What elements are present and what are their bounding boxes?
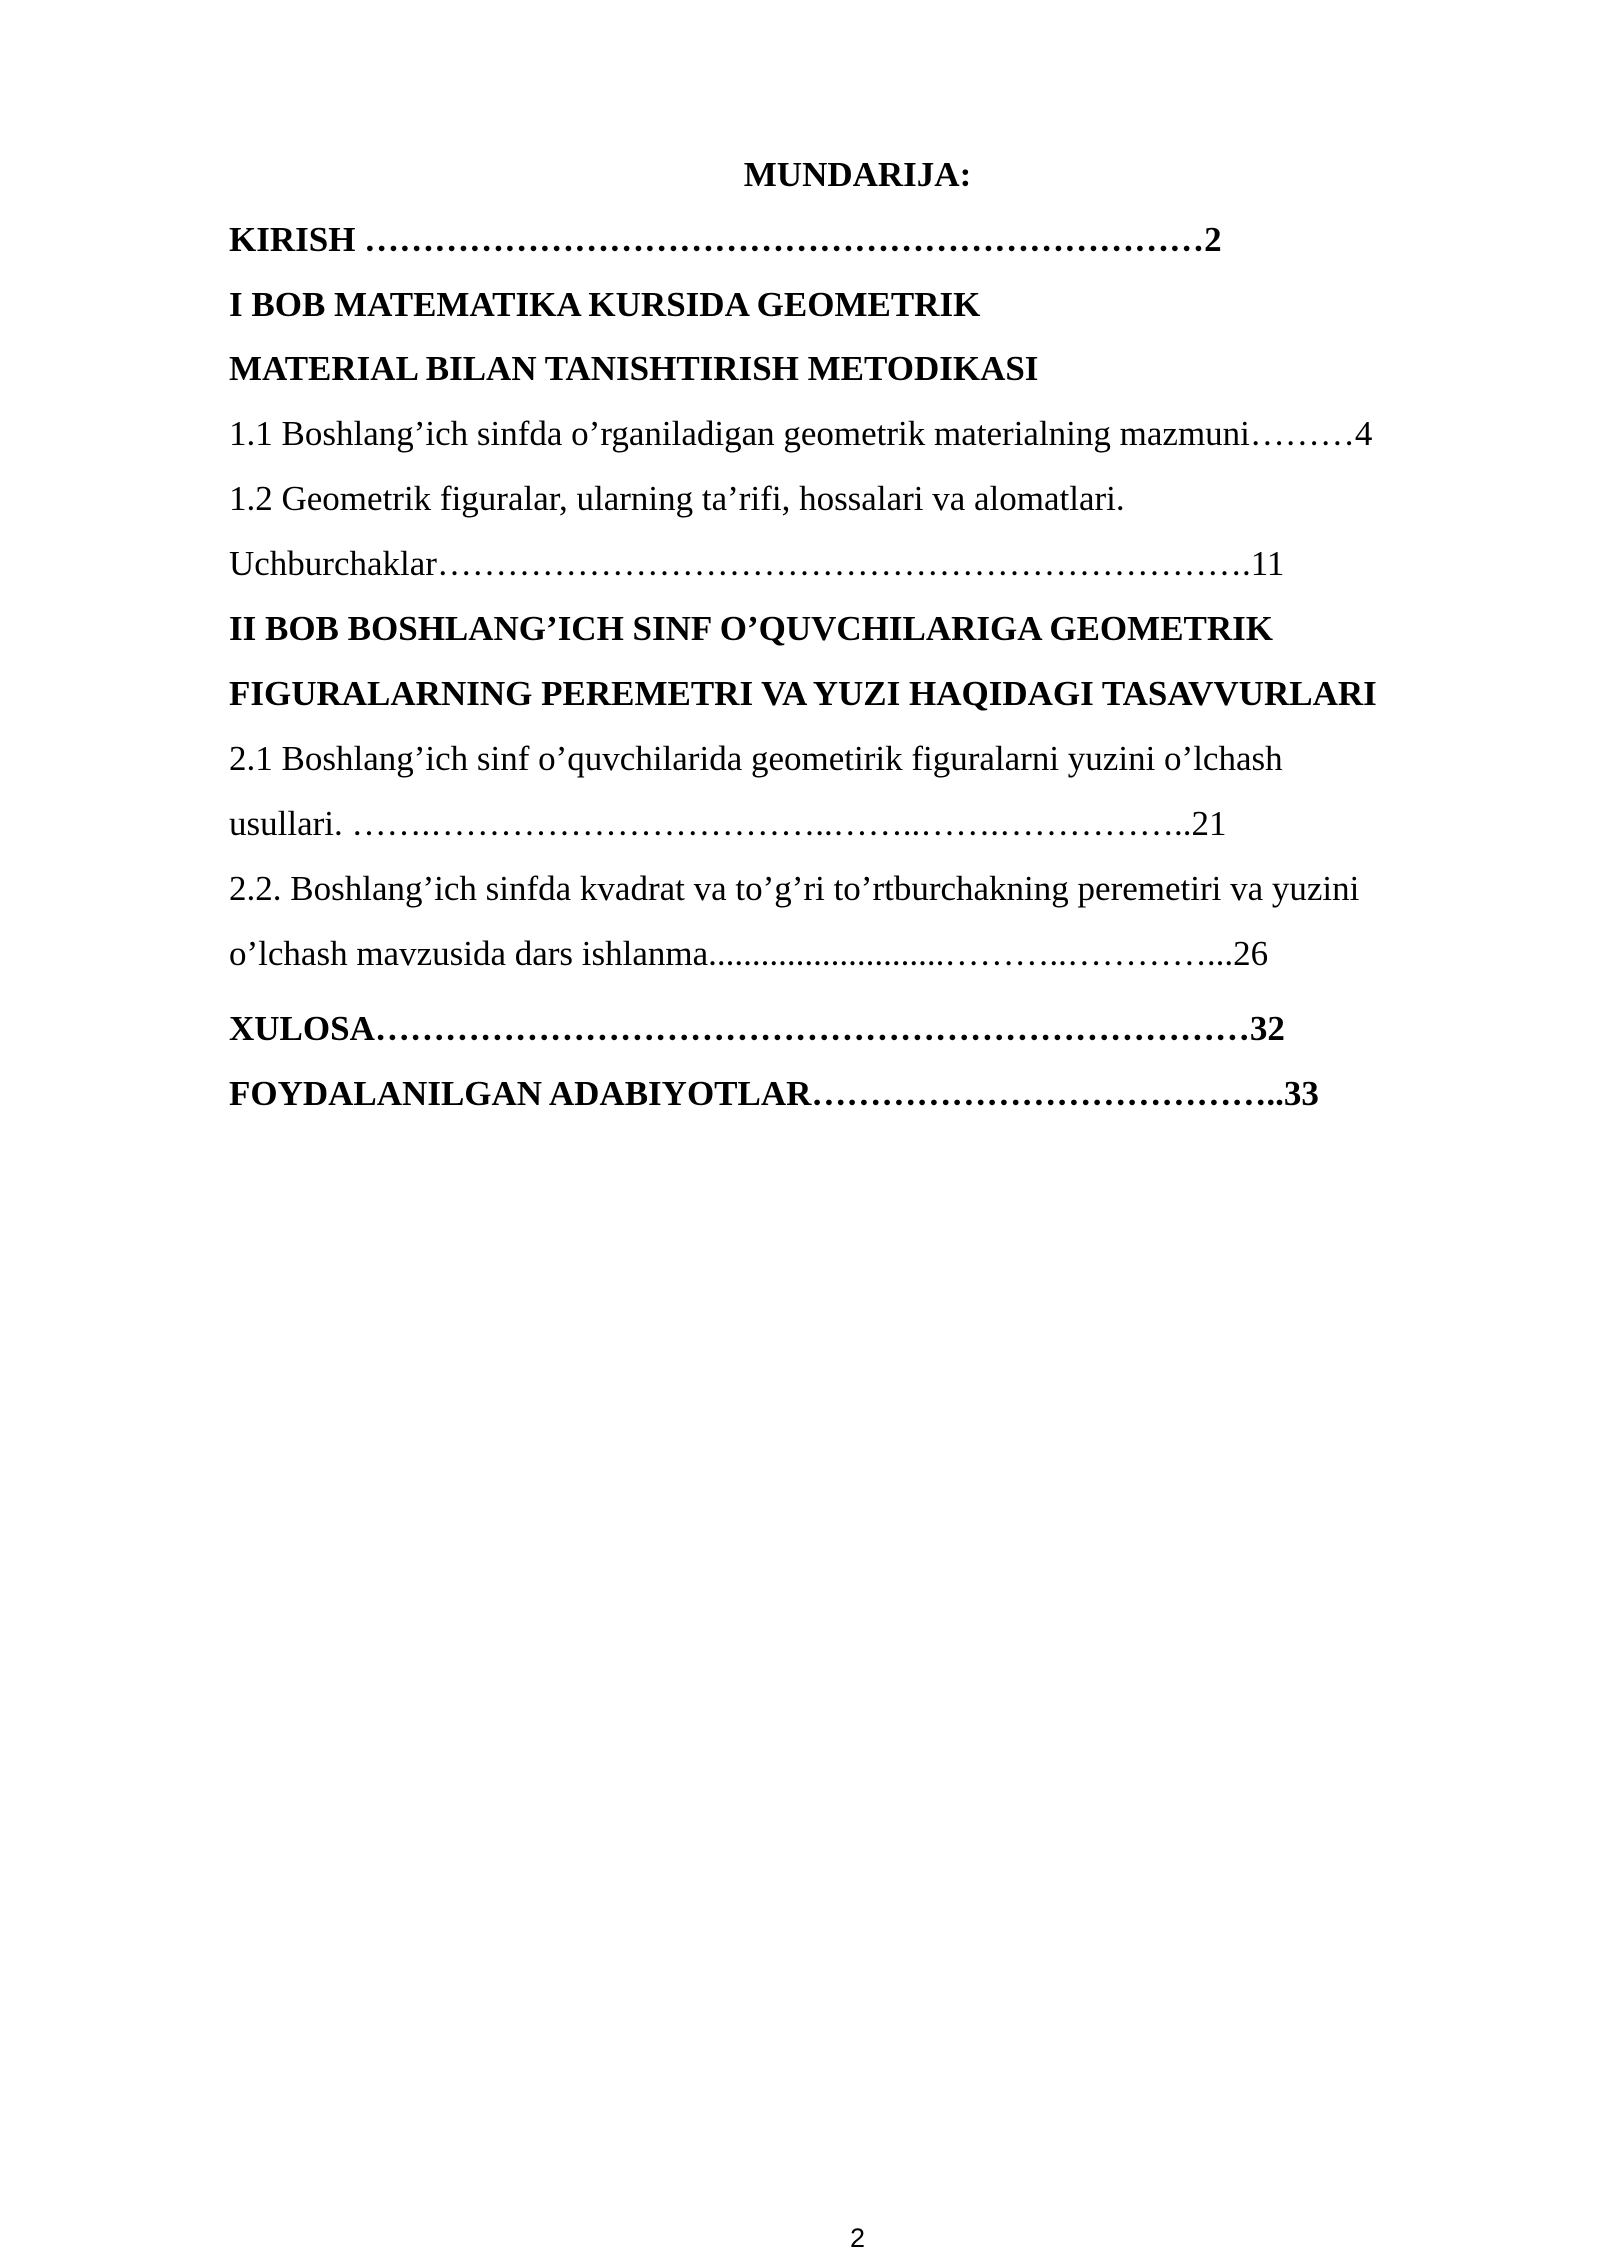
- toc-section-1-2-line-1: 1.2 Geometrik figuralar, ularning ta’rifi, hossalari va alomatlari.: [229, 479, 1125, 518]
- toc-chapter-1-line-1: I BOB MATEMATIKA KURSIDA GEOMETRIK: [229, 285, 981, 324]
- toc-entry-adabiyotlar: FOYDALANILGAN ADABIYOTLAR…………………………………..33: [229, 1074, 1319, 1113]
- toc-section-1-2-line-2: Uchburchaklar…………………………………………………………….11: [229, 544, 1285, 583]
- toc-section-1-1: 1.1 Boshlang’ich sinfda o’rganiladigan geometrik materialning mazmuni………4: [229, 414, 1373, 453]
- toc-title: MUNDARIJA:: [743, 155, 972, 194]
- toc-section-2-1-line-2: usullari. …….……………………………..……..…….……………..21: [229, 804, 1227, 843]
- toc-chapter-1-line-2: MATERIAL BILAN TANISHTIRISH METODIKASI: [229, 349, 1039, 388]
- toc-chapter-2-line-2: FIGURALARNING PEREMETRI VA YUZI HAQIDAGI TASAVVURLARI: [229, 674, 1377, 713]
- toc-entry-xulosa: XULOSA…………………………………………………………………32: [229, 1009, 1285, 1048]
- toc-section-2-2-line-2: o’lchash mavzusida dars ishlanma...........................………..…………...26: [229, 934, 1269, 973]
- toc-entry-kirish: KIRISH ………………………………………………………………2: [229, 220, 1222, 259]
- toc-chapter-2-line-1: II BOB BOSHLANG’ICH SINF O’QUVCHILARIGA GEOMETRIK: [229, 609, 1274, 648]
- page-number: 2: [849, 2223, 866, 2253]
- toc-section-2-2-line-1: 2.2. Boshlang’ich sinfda kvadrat va to’g’ri to’rtburchakning peremetiri va yuzini: [229, 869, 1360, 908]
- toc-section-2-1-line-1: 2.1 Boshlang’ich sinf o’quvchilarida geometirik figuralarni yuzini o’lchash: [229, 739, 1283, 778]
